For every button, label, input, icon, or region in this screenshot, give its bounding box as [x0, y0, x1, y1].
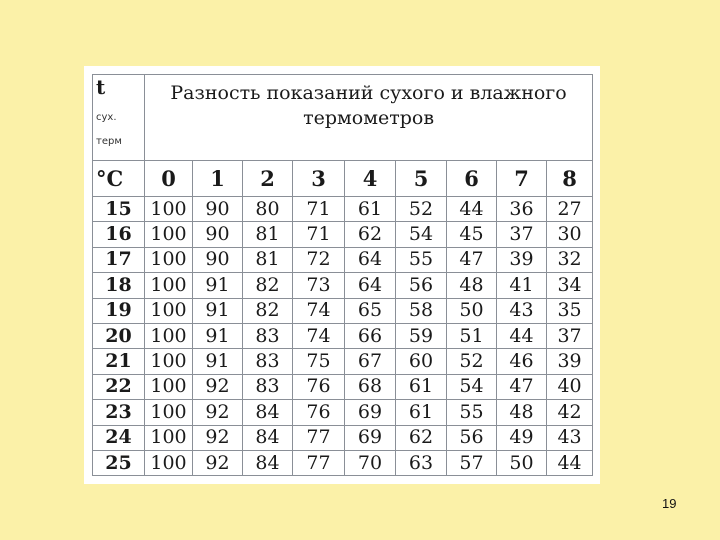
humidity-cell: 61 [345, 197, 396, 222]
humidity-cell: 84 [243, 400, 293, 425]
humidity-cell: 82 [243, 298, 293, 323]
row-temperature: 23 [93, 400, 145, 425]
humidity-cell: 73 [293, 273, 345, 298]
humidity-cell: 71 [293, 222, 345, 247]
humidity-cell: 42 [547, 400, 593, 425]
psychrometric-table [92, 74, 593, 476]
humidity-cell: 100 [145, 425, 193, 450]
humidity-cell: 58 [396, 298, 447, 323]
humidity-cell: 81 [243, 222, 293, 247]
humidity-cell: 74 [293, 298, 345, 323]
humidity-cell: 27 [547, 197, 593, 222]
humidity-cell: 62 [345, 222, 396, 247]
humidity-cell: 100 [145, 323, 193, 348]
humidity-cell: 50 [497, 450, 547, 475]
humidity-cell: 70 [345, 450, 396, 475]
table-row [93, 298, 593, 323]
humidity-cell: 83 [243, 349, 293, 374]
corner-therm-label: терм [96, 136, 122, 147]
humidity-cell: 91 [193, 298, 243, 323]
column-header: 1 [193, 161, 243, 197]
humidity-cell: 64 [345, 247, 396, 272]
humidity-cell: 47 [447, 247, 497, 272]
column-header: 6 [447, 161, 497, 197]
humidity-cell: 63 [396, 450, 447, 475]
humidity-cell: 75 [293, 349, 345, 374]
table-row [93, 197, 593, 222]
humidity-cell: 76 [293, 374, 345, 399]
humidity-cell: 90 [193, 247, 243, 272]
table-row [93, 400, 593, 425]
humidity-cell: 44 [447, 197, 497, 222]
humidity-cell: 65 [345, 298, 396, 323]
humidity-cell: 62 [396, 425, 447, 450]
humidity-cell: 100 [145, 222, 193, 247]
row-temperature: 21 [93, 349, 145, 374]
column-header: 3 [293, 161, 345, 197]
column-header: 4 [345, 161, 396, 197]
humidity-cell: 56 [447, 425, 497, 450]
row-temperature: 19 [93, 298, 145, 323]
humidity-cell: 100 [145, 197, 193, 222]
row-temperature: 24 [93, 425, 145, 450]
humidity-cell: 91 [193, 349, 243, 374]
humidity-cell: 69 [345, 400, 396, 425]
table-row [93, 222, 593, 247]
humidity-cell: 100 [145, 349, 193, 374]
humidity-cell: 76 [293, 400, 345, 425]
row-temperature: 15 [93, 197, 145, 222]
column-header: 2 [243, 161, 293, 197]
humidity-cell: 61 [396, 374, 447, 399]
page-number: 19 [662, 496, 677, 511]
humidity-cell: 55 [447, 400, 497, 425]
humidity-cell: 69 [345, 425, 396, 450]
humidity-cell: 39 [497, 247, 547, 272]
humidity-cell: 100 [145, 400, 193, 425]
table-row [93, 349, 593, 374]
humidity-cell: 30 [547, 222, 593, 247]
table-row [93, 450, 593, 475]
humidity-cell: 37 [497, 222, 547, 247]
humidity-cell: 100 [145, 273, 193, 298]
humidity-cell: 64 [345, 273, 396, 298]
humidity-cell: 39 [547, 349, 593, 374]
humidity-cell: 55 [396, 247, 447, 272]
table-title: Разность показаний сухого и влажного термометров [145, 75, 593, 161]
humidity-cell: 84 [243, 450, 293, 475]
humidity-cell: 41 [497, 273, 547, 298]
humidity-cell: 100 [145, 450, 193, 475]
humidity-cell: 43 [497, 298, 547, 323]
humidity-cell: 83 [243, 374, 293, 399]
row-temperature: 17 [93, 247, 145, 272]
corner-cell [93, 75, 145, 161]
humidity-cell: 81 [243, 247, 293, 272]
humidity-cell: 54 [396, 222, 447, 247]
humidity-cell: 84 [243, 425, 293, 450]
humidity-cell: 90 [193, 222, 243, 247]
humidity-cell: 50 [447, 298, 497, 323]
humidity-cell: 44 [497, 323, 547, 348]
humidity-cell: 48 [497, 400, 547, 425]
humidity-cell: 40 [547, 374, 593, 399]
table-row [93, 273, 593, 298]
humidity-cell: 82 [243, 273, 293, 298]
humidity-cell: 34 [547, 273, 593, 298]
humidity-cell: 100 [145, 298, 193, 323]
humidity-cell: 37 [547, 323, 593, 348]
humidity-cell: 90 [193, 197, 243, 222]
humidity-cell: 36 [497, 197, 547, 222]
humidity-cell: 77 [293, 425, 345, 450]
humidity-cell: 52 [396, 197, 447, 222]
humidity-cell: 68 [345, 374, 396, 399]
row-temperature: 20 [93, 323, 145, 348]
humidity-cell: 44 [547, 450, 593, 475]
humidity-cell: 45 [447, 222, 497, 247]
table-row [93, 323, 593, 348]
row-temperature: 22 [93, 374, 145, 399]
humidity-cell: 91 [193, 273, 243, 298]
humidity-cell: 52 [447, 349, 497, 374]
humidity-cell: 92 [193, 374, 243, 399]
humidity-cell: 71 [293, 197, 345, 222]
humidity-cell: 48 [447, 273, 497, 298]
humidity-cell: 47 [497, 374, 547, 399]
table-row [93, 374, 593, 399]
humidity-cell: 83 [243, 323, 293, 348]
humidity-cell: 74 [293, 323, 345, 348]
corner-dry-label: сух. [96, 112, 117, 123]
column-header: 0 [145, 161, 193, 197]
humidity-cell: 66 [345, 323, 396, 348]
humidity-cell: 100 [145, 247, 193, 272]
column-header: 5 [396, 161, 447, 197]
humidity-cell: 59 [396, 323, 447, 348]
row-temperature: 16 [93, 222, 145, 247]
humidity-cell: 60 [396, 349, 447, 374]
humidity-cell: 72 [293, 247, 345, 272]
psychrometric-table-image [84, 66, 600, 484]
column-header: 8 [547, 161, 593, 197]
humidity-cell: 92 [193, 400, 243, 425]
humidity-cell: 77 [293, 450, 345, 475]
humidity-cell: 56 [396, 273, 447, 298]
table-row [93, 247, 593, 272]
humidity-cell: 57 [447, 450, 497, 475]
humidity-cell: 92 [193, 450, 243, 475]
humidity-cell: 67 [345, 349, 396, 374]
humidity-cell: 54 [447, 374, 497, 399]
humidity-cell: 91 [193, 323, 243, 348]
humidity-cell: 43 [547, 425, 593, 450]
humidity-cell: 80 [243, 197, 293, 222]
corner-t-label: t [96, 75, 106, 99]
row-temperature: 18 [93, 273, 145, 298]
unit-header-cell: °C [93, 161, 145, 197]
humidity-cell: 32 [547, 247, 593, 272]
humidity-cell: 35 [547, 298, 593, 323]
humidity-cell: 92 [193, 425, 243, 450]
humidity-cell: 100 [145, 374, 193, 399]
table-row [93, 425, 593, 450]
humidity-cell: 61 [396, 400, 447, 425]
humidity-cell: 49 [497, 425, 547, 450]
column-header: 7 [497, 161, 547, 197]
humidity-cell: 46 [497, 349, 547, 374]
humidity-cell: 51 [447, 323, 497, 348]
row-temperature: 25 [93, 450, 145, 475]
